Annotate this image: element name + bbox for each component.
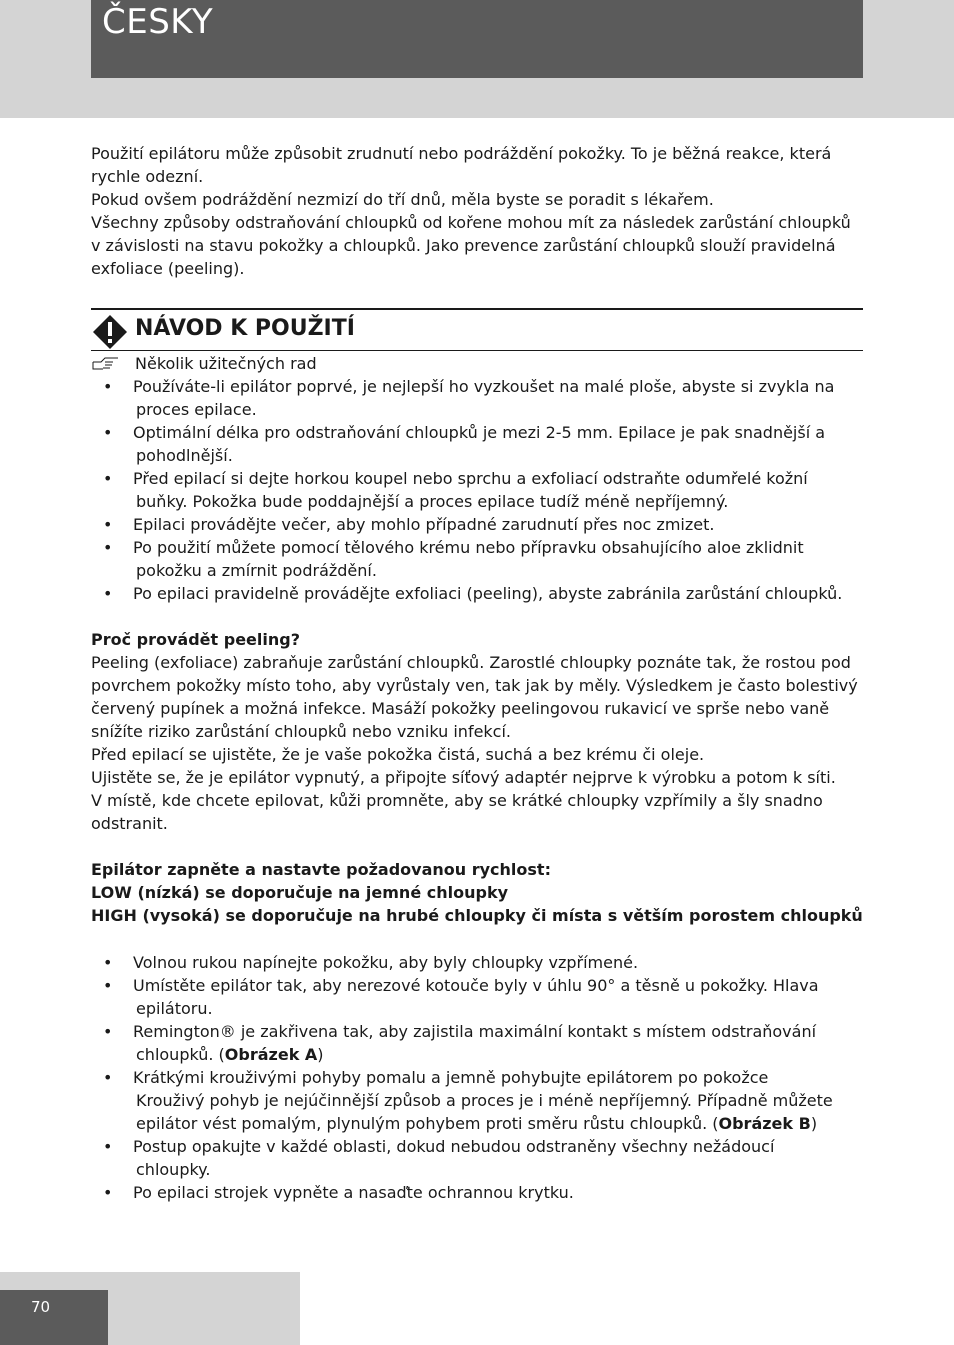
list-item: • Epilaci provádějte večer, aby mohlo případné zarudnutí přes noc zmizet. <box>103 515 715 534</box>
peeling-heading: Proč provádět peeling? <box>91 630 300 649</box>
list-item: • Volnou rukou napínejte pokožku, aby byly chloupky vzpřímené. <box>103 953 639 972</box>
page-number-box <box>0 1290 108 1345</box>
page-title: ČESKY <box>102 2 214 42</box>
tips-heading <box>91 352 317 375</box>
peeling-paragraph: Ujistěte se, že je epilátor vypnutý, a připojte síťový adaptér nejprve k výrobku a potom k síti. <box>91 768 836 787</box>
section-rule-top <box>91 308 863 310</box>
section-rule-bottom <box>91 350 863 351</box>
pointing-hand-icon <box>91 355 121 371</box>
language-title-bar <box>91 0 863 78</box>
list-item: • Po epilaci strojek vypněte a nasaďte ochrannou krytku. <box>103 1183 574 1202</box>
list-item: • Optimální délka pro odstraňování chloupků je mezi 2-5 mm. Epilace je pak snadnější a pohodlnější. <box>103 423 826 465</box>
peeling-paragraph: V místě, kde chcete epilovat, kůži promněte, aby se krátké chloupky vzpřímily a šly snadno odstranit. <box>91 791 823 833</box>
list-item: • Remington® je zakřivena tak, aby zajistila maximální kontakt s místem odstraňování chloupků. (Obrázek A) <box>103 1022 817 1064</box>
intro-text <box>91 142 863 280</box>
speed-heading: Epilátor zapněte a nastavte požadovanou rychlost: <box>91 860 551 879</box>
tips-list <box>91 375 863 605</box>
peeling-paragraph: Před epilací se ujistěte, že je vaše pokožka čistá, suchá a bez krému či oleje. <box>91 745 705 764</box>
list-item: • Po epilaci pravidelně provádějte exfoliaci (peeling), abyste zabránila zarůstání chloupků. <box>103 584 843 603</box>
list-item: • Krátkými krouživými pohyby pomalu a jemně pohybujte epilátorem po pokožce Krouživý pohyb je nejúčinnější způsob a proces je i méně nepříjemný. Případně můžete epilátor vést pomalým, plynulým pohybem proti směru růstu chloupků. (Obrázek B) <box>103 1068 833 1133</box>
list-item: • Po použití můžete pomocí tělového krému nebo přípravku obsahujícího aloe zklidnit pokožku a zmírnit podráždění. <box>103 538 804 580</box>
figure-ref: Obrázek A <box>224 1045 318 1064</box>
speed-low: LOW (nízká) se doporučuje na jemné chloupky <box>91 883 509 902</box>
figure-ref: Obrázek B <box>718 1114 811 1133</box>
warning-icon <box>92 314 128 350</box>
speed-high: HIGH (vysoká) se doporučuje na hrubé chloupky či místa s větším porostem chloupků <box>91 906 863 925</box>
peeling-paragraph: Peeling (exfoliace) zabraňuje zarůstání chloupků. Zarostlé chloupky poznáte tak, že rostou pod povrchem pokožky místo toho, aby vyrůstaly ven, tak jak by měly. Výsledkem je často bolestivý červený pupínek a možná infekce. Masáží pokožky peelingovou rukavicí ve sprše nebo vaně snížíte riziko zarůstání chloupků nebo vzniku infekcí. <box>91 653 858 741</box>
intro-paragraph: Pokud ovšem podráždění nezmizí do tří dnů, měla byste se poradit s lékařem. <box>91 190 714 209</box>
section-title: NÁVOD K POUŽITÍ <box>135 316 355 341</box>
list-item: • Používáte-li epilátor poprvé, je nejlepší ho vyzkoušet na malé ploše, abyste si zvykla na proces epilace. <box>103 377 835 419</box>
peeling-section <box>91 628 863 835</box>
tips-heading-text: Několik užitečných rad <box>135 354 317 373</box>
intro-paragraph: Všechny způsoby odstraňování chloupků od kořene mohou mít za následek zarůstání chloupků v závislosti na stavu pokožky a chloupků. Jako prevence zarůstání chloupků slouží pravidelná exfoliace (peeling). <box>91 213 851 278</box>
steps-list <box>91 951 863 1204</box>
list-item: • Umístěte epilátor tak, aby nerezové kotouče byly v úhlu 90° a těsně u pokožky. Hlava epilátoru. <box>103 976 819 1018</box>
list-item: • Před epilací si dejte horkou koupel nebo sprchu a exfoliací odstraňte odumřelé kožní buňky. Pokožka bude poddajnější a proces epilace tudíž méně nepříjemný. <box>103 469 808 511</box>
intro-paragraph: Použití epilátoru může způsobit zrudnutí nebo podráždění pokožky. To je běžná reakce, která rychle odezní. <box>91 144 832 186</box>
page-number: 70 <box>31 1298 51 1316</box>
speed-section <box>91 858 863 927</box>
list-item: • Postup opakujte v každé oblasti, dokud nebudou odstraněny všechny nežádoucí chloupky. <box>103 1137 775 1179</box>
